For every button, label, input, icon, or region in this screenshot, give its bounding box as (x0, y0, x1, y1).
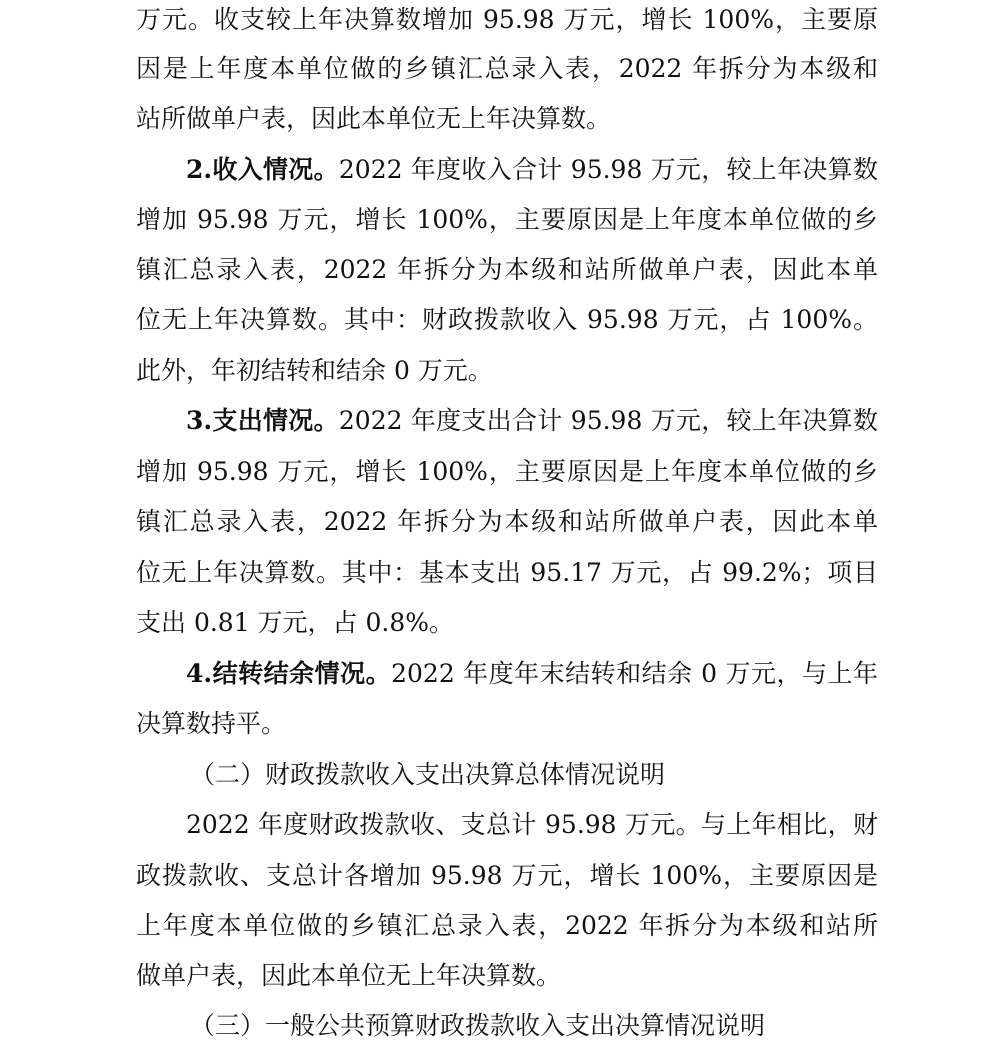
expenditure-heading: 3.支出情况。 (186, 406, 339, 435)
carryover-heading: 4.结转结余情况。 (186, 659, 392, 688)
section-heading-three: （三）一般公共预算财政拨款收入支出决算情况说明 (190, 1011, 766, 1040)
carryover-paragraph-first-line (186, 654, 878, 694)
paragraph-line: 站所做单户表，因此本单位无上年决算数。 (136, 104, 612, 133)
paragraph-line: 此外，年初结转和结余 0 万元。 (136, 356, 493, 385)
paragraph-line: 政拨款收、支总计各增加 95.98 万元，增长 100%，主要原因是 (136, 861, 878, 890)
paragraph-line: 镇汇总录入表，2022 年拆分为本级和站所做单户表，因此本单 (136, 507, 878, 536)
paragraph-line: 支出 0.81 万元，占 0.8%。 (136, 608, 455, 637)
paragraph-line: 位无上年决算数。其中：基本支出 95.17 万元，占 99.2%；项目 (136, 558, 878, 587)
section-heading-two: （二）财政拨款收入支出决算总体情况说明 (190, 760, 666, 789)
paragraph-line: 增加 95.98 万元，增长 100%，主要原因是上年度本单位做的乡 (136, 205, 878, 234)
paragraph-line: 决算数持平。 (136, 709, 287, 738)
paragraph-line: 位无上年决算数。其中：财政拨款收入 95.98 万元，占 100%。 (136, 305, 878, 334)
income-heading: 2.收入情况。 (186, 155, 339, 184)
paragraph-text: 2022 年度收入合计 95.98 万元，较上年决算数 (338, 155, 878, 184)
income-paragraph-first-line (186, 150, 878, 190)
paragraph-line: 镇汇总录入表，2022 年拆分为本级和站所做单户表，因此本单 (136, 255, 878, 284)
paragraph-text: 2022 年度年末结转和结余 0 万元，与上年 (391, 659, 878, 688)
paragraph-line: 万元。收支较上年决算数增加 95.98 万元，增长 100%，主要原 (136, 5, 878, 34)
paragraph-line: 做单户表，因此本单位无上年决算数。 (136, 961, 562, 990)
paragraph-line: 上年度本单位做的乡镇汇总录入表，2022 年拆分为本级和站所 (136, 911, 878, 940)
paragraph-line: 因是上年度本单位做的乡镇汇总录入表，2022 年拆分为本级和 (136, 54, 878, 83)
expenditure-paragraph-first-line (186, 401, 878, 441)
paragraph-line: 增加 95.98 万元，增长 100%，主要原因是上年度本单位做的乡 (136, 457, 878, 486)
paragraph-text: 2022 年度支出合计 95.98 万元，较上年决算数 (338, 406, 878, 435)
paragraph-line: 2022 年度财政拨款收、支总计 95.98 万元。与上年相比，财 (186, 810, 878, 839)
